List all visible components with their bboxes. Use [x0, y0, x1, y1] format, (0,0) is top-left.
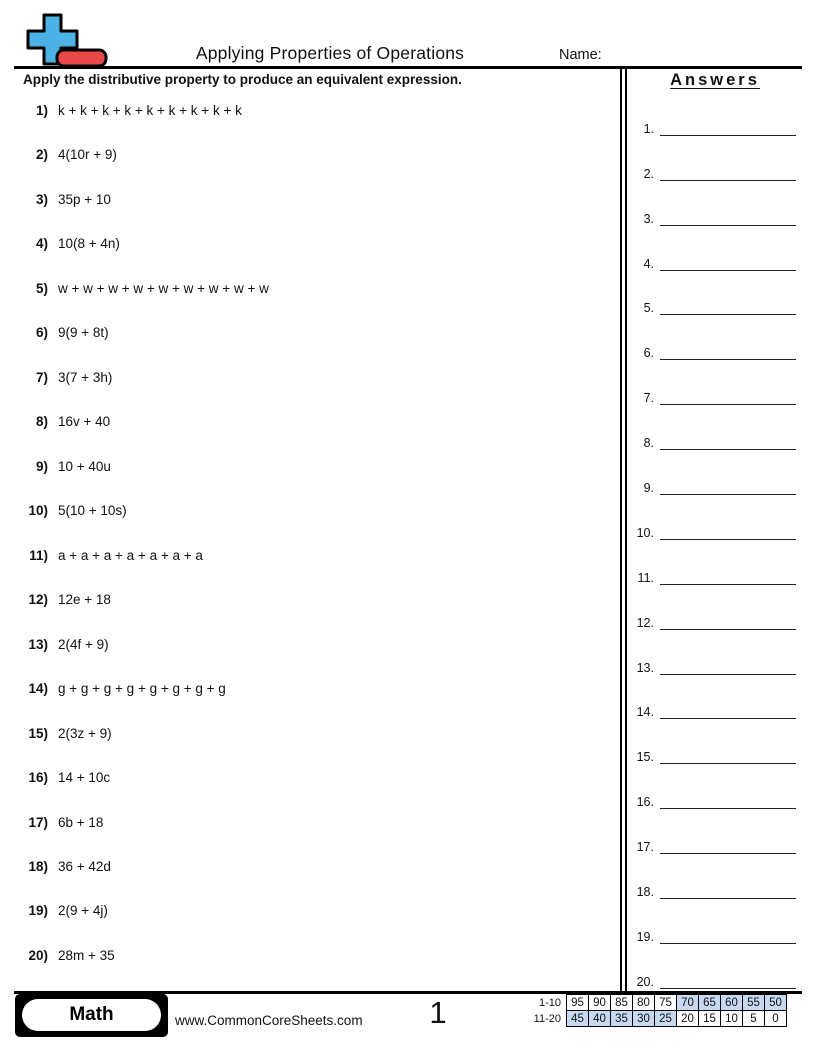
- problem-row: [0, 324, 605, 368]
- problem-number: 13): [28, 636, 48, 652]
- answer-blank-line: [660, 672, 796, 675]
- problem-row: [0, 235, 605, 279]
- problem-number: 10): [28, 503, 48, 519]
- answer-blank-line: [660, 492, 796, 495]
- answer-row: [631, 540, 796, 585]
- answer-row: [631, 899, 796, 944]
- problem-row: [0, 814, 605, 858]
- score-row-1-10: [527, 995, 787, 1011]
- problem-expression: 14 + 10c: [58, 770, 111, 786]
- problem-row: [0, 769, 605, 813]
- subject-label: Math: [22, 999, 161, 1031]
- problem-row: [0, 502, 605, 546]
- answer-blank-line: [660, 223, 796, 226]
- answer-blank-line: [660, 447, 796, 450]
- score-row-label: 11-20: [533, 1012, 561, 1025]
- answer-number: 3.: [643, 211, 654, 226]
- answer-number: 9.: [643, 481, 654, 496]
- score-cell: 55: [743, 995, 765, 1011]
- problem-number: 20): [28, 947, 48, 963]
- problem-number: 6): [35, 325, 48, 341]
- answer-number: 7.: [643, 391, 654, 406]
- answer-number: 16.: [636, 795, 654, 810]
- answer-row: [631, 944, 796, 989]
- score-cell: 35: [611, 1011, 633, 1027]
- answer-number: 6.: [643, 346, 654, 361]
- answer-blank-line: [660, 806, 796, 809]
- problem-number: 16): [28, 770, 48, 786]
- answer-blank-line: [660, 312, 796, 315]
- score-cell: 65: [699, 995, 721, 1011]
- problem-expression: 6b + 18: [58, 814, 104, 830]
- answer-blank-line: [660, 716, 796, 719]
- website-url: www.CommonCoreSheets.com: [175, 1013, 363, 1028]
- problem-expression: 10 + 40u: [58, 458, 111, 474]
- problem-expression: w + w + w + w + w + w + w + w + w: [58, 280, 269, 296]
- answer-row: [631, 450, 796, 495]
- answer-row: [631, 226, 796, 271]
- answer-blank-line: [660, 357, 796, 360]
- answer-row: [631, 315, 796, 360]
- column-divider: [620, 69, 627, 991]
- problem-expression: 10(8 + 4n): [58, 236, 120, 252]
- score-cell: 10: [721, 1011, 743, 1027]
- problem-row: [0, 591, 605, 635]
- answer-blank-line: [660, 268, 796, 271]
- answer-row: [631, 675, 796, 720]
- answer-blank-line: [660, 582, 796, 585]
- problem-row: [0, 902, 605, 946]
- problem-number: 15): [28, 725, 48, 741]
- problem-expression: g + g + g + g + g + g + g + g: [58, 681, 226, 697]
- problem-row: [0, 680, 605, 724]
- problem-number: 19): [28, 903, 48, 919]
- answer-row: [631, 854, 796, 899]
- answer-row: [631, 719, 796, 764]
- problem-expression: 2(3z + 9): [58, 725, 112, 741]
- problem-number: 1): [35, 103, 48, 118]
- score-cell: 75: [655, 995, 677, 1011]
- answer-number: 13.: [636, 660, 654, 675]
- problem-expression: a + a + a + a + a + a + a: [58, 547, 203, 563]
- problem-expression: 3(7 + 3h): [58, 369, 113, 385]
- score-row-11-20: [527, 1011, 787, 1027]
- answer-row: [631, 271, 796, 316]
- problem-number: 11): [29, 547, 48, 563]
- subject-badge: [15, 994, 168, 1037]
- answer-number: 2.: [643, 166, 654, 181]
- problem-row: [0, 636, 605, 680]
- answer-row: [631, 360, 796, 405]
- answer-number: 1.: [643, 121, 654, 136]
- problem-row: [0, 102, 605, 146]
- score-cell: 50: [765, 995, 787, 1011]
- answer-number: 15.: [636, 750, 654, 765]
- problem-number: 7): [35, 369, 48, 385]
- score-cell: 95: [567, 995, 589, 1011]
- score-cell: 0: [765, 1011, 787, 1027]
- score-cell: 25: [655, 1011, 677, 1027]
- answer-blank-line: [660, 851, 796, 854]
- answer-number: 4.: [643, 256, 654, 271]
- problem-expression: 12e + 18: [58, 592, 111, 608]
- score-cell: 20: [677, 1011, 699, 1027]
- problem-expression: 35p + 10: [58, 191, 111, 207]
- problem-expression: k + k + k + k + k + k + k + k + k: [58, 103, 242, 118]
- score-cell: 30: [633, 1011, 655, 1027]
- problem-number: 2): [35, 147, 48, 163]
- score-cell: 45: [567, 1011, 589, 1027]
- answer-number: 10.: [636, 525, 654, 540]
- instruction-text: Apply the distributive property to produce an equivalent expression.: [23, 72, 462, 87]
- answer-row: [631, 585, 796, 630]
- score-cell: 70: [677, 995, 699, 1011]
- problem-number: 8): [35, 414, 48, 430]
- problem-number: 3): [35, 191, 48, 207]
- problem-row: [0, 191, 605, 235]
- answer-number: 17.: [636, 840, 654, 855]
- answer-row: [631, 809, 796, 854]
- score-cell: 40: [589, 1011, 611, 1027]
- answer-blank-line: [660, 402, 796, 405]
- problem-expression: 2(4f + 9): [58, 636, 109, 652]
- answer-number: 5.: [643, 301, 654, 316]
- score-cell: 15: [699, 1011, 721, 1027]
- problem-expression: 5(10 + 10s): [58, 503, 127, 519]
- score-row-label: 1-10: [538, 996, 561, 1009]
- answer-blank-line: [660, 761, 796, 764]
- problem-row: [0, 369, 605, 413]
- problem-row: [0, 413, 605, 457]
- problem-row: [0, 725, 605, 769]
- score-cell: 60: [721, 995, 743, 1011]
- problems-list: [0, 102, 605, 991]
- answers-list: [631, 91, 796, 989]
- answer-number: 12.: [636, 615, 654, 630]
- answer-row: [631, 181, 796, 226]
- answer-blank-line: [660, 537, 796, 540]
- problem-number: 9): [35, 458, 48, 474]
- answers-title: Answers: [670, 71, 760, 89]
- score-cell: 90: [589, 995, 611, 1011]
- answer-number: 11.: [637, 570, 654, 585]
- problem-row: [0, 947, 605, 991]
- answer-number: 19.: [636, 929, 654, 944]
- score-cell: 80: [633, 995, 655, 1011]
- problem-expression: 4(10r + 9): [58, 147, 117, 163]
- page-number: 1: [429, 995, 447, 1030]
- answer-row: [631, 630, 796, 675]
- answer-row: [631, 136, 796, 181]
- answer-number: 20.: [636, 974, 654, 989]
- answer-row: [631, 764, 796, 809]
- problem-expression: 16v + 40: [58, 414, 111, 430]
- score-cell: 85: [611, 995, 633, 1011]
- problem-number: 5): [35, 280, 48, 296]
- answer-blank-line: [660, 627, 796, 630]
- problem-row: [0, 146, 605, 190]
- score-table: [527, 994, 787, 1027]
- answer-blank-line: [660, 941, 796, 944]
- problem-row: [0, 280, 605, 324]
- problem-row: [0, 547, 605, 591]
- name-label: Name:: [559, 47, 602, 63]
- problem-number: 18): [28, 858, 48, 874]
- problem-number: 12): [28, 592, 48, 608]
- answer-number: 14.: [636, 705, 654, 720]
- answer-blank-line: [660, 986, 796, 989]
- problem-expression: 2(9 + 4j): [58, 903, 108, 919]
- problem-expression: 36 + 42d: [58, 858, 111, 874]
- answer-number: 18.: [636, 885, 654, 900]
- answer-row: [631, 91, 796, 136]
- problem-row: [0, 858, 605, 902]
- problem-number: 14): [28, 681, 48, 697]
- problem-number: 17): [28, 814, 48, 830]
- header-rule: [14, 66, 802, 69]
- problem-row: [0, 458, 605, 502]
- answer-number: 8.: [643, 436, 654, 451]
- answer-blank-line: [660, 133, 796, 136]
- problem-expression: 9(9 + 8t): [58, 325, 109, 341]
- page-title: Applying Properties of Operations: [195, 43, 465, 63]
- problem-number: 4): [35, 236, 48, 252]
- answer-blank-line: [660, 178, 796, 181]
- answer-row: [631, 495, 796, 540]
- answer-blank-line: [660, 896, 796, 899]
- score-cell: 5: [743, 1011, 765, 1027]
- problem-expression: 28m + 35: [58, 947, 115, 963]
- answer-row: [631, 405, 796, 450]
